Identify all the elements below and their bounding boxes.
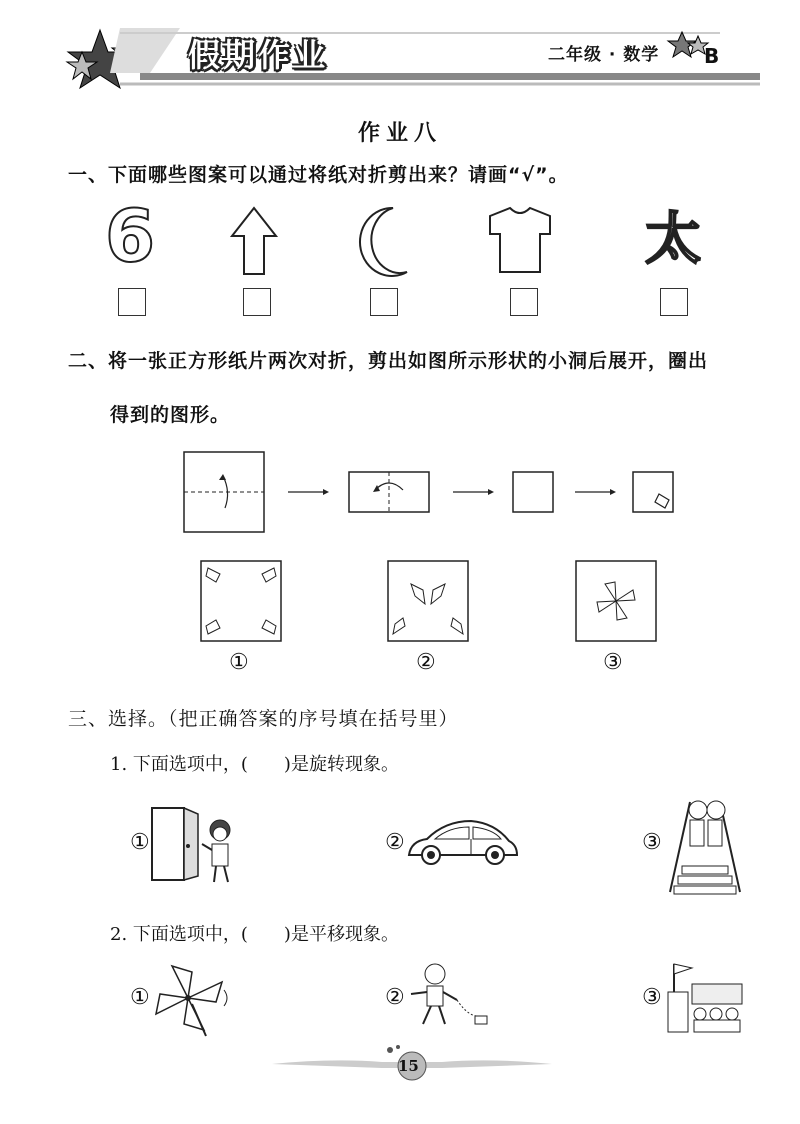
unfolded-option-3 (575, 560, 659, 644)
folding-steps-diagram (183, 450, 703, 540)
q1-option-label-3[interactable]: ③ (642, 830, 662, 855)
crescent-moon-shape (355, 206, 425, 286)
answer-box-4[interactable] (510, 288, 538, 316)
small-star-icon (668, 30, 708, 60)
unfolded-option-1 (200, 560, 284, 644)
t-shirt-shape (488, 206, 568, 286)
fold-step-1 (184, 452, 264, 532)
door-and-boy-image (150, 800, 250, 890)
grade-subject: 二年级 · 数学 (548, 45, 660, 65)
section3-title: 三、选择。（把正确答案的序号填在括号里） (68, 708, 459, 730)
unfolded-option-2 (387, 560, 471, 644)
flag-raising-image (664, 960, 754, 1040)
q1-option-label-1[interactable]: ① (130, 830, 150, 855)
section2-option-label-1[interactable]: ① (229, 650, 249, 675)
answer-box-1[interactable] (118, 288, 146, 316)
character-tai-shape: 太 (645, 207, 701, 272)
answer-box-3[interactable] (370, 288, 398, 316)
pinwheel-image (152, 962, 242, 1042)
boy-pulling-toy-image (405, 960, 505, 1040)
fold-step-4 (633, 472, 673, 512)
section2-option-label-3[interactable]: ③ (603, 650, 623, 675)
digit-six-shape: 6 (105, 194, 156, 278)
section3-q2-text: 2. 下面选项中，( )是平移现象。 (110, 924, 399, 945)
fold-step-3 (513, 472, 553, 512)
answer-box-5[interactable] (660, 288, 688, 316)
section1-question: 一、下面哪些图案可以通过将纸对折剪出来？请画“√”。 (68, 164, 569, 186)
section2-option-label-2[interactable]: ② (416, 650, 436, 675)
q1-option-label-2[interactable]: ② (385, 830, 405, 855)
section3-q1-text: 1. 下面选项中，( )是旋转现象。 (110, 754, 399, 775)
q2-option-label-2[interactable]: ② (385, 985, 405, 1010)
arrow-up-shape (232, 206, 292, 286)
page-number: 15 (398, 1057, 419, 1075)
q2-option-label-3[interactable]: ③ (642, 985, 662, 1010)
car-image (405, 815, 525, 875)
fold-step-2 (349, 472, 429, 512)
section2-question-line1: 二、将一张正方形纸片两次对折，剪出如图所示形状的小洞后展开，圈出 (68, 350, 709, 372)
answer-box-2[interactable] (243, 288, 271, 316)
escalator-image (660, 792, 750, 902)
section2-question-line2: 得到的图形。 (110, 404, 231, 426)
edition-badge: B (704, 44, 720, 68)
page-title: 作业八 (357, 121, 442, 146)
banner-title: 假期作业 (188, 36, 329, 74)
q2-option-label-1[interactable]: ① (130, 985, 150, 1010)
